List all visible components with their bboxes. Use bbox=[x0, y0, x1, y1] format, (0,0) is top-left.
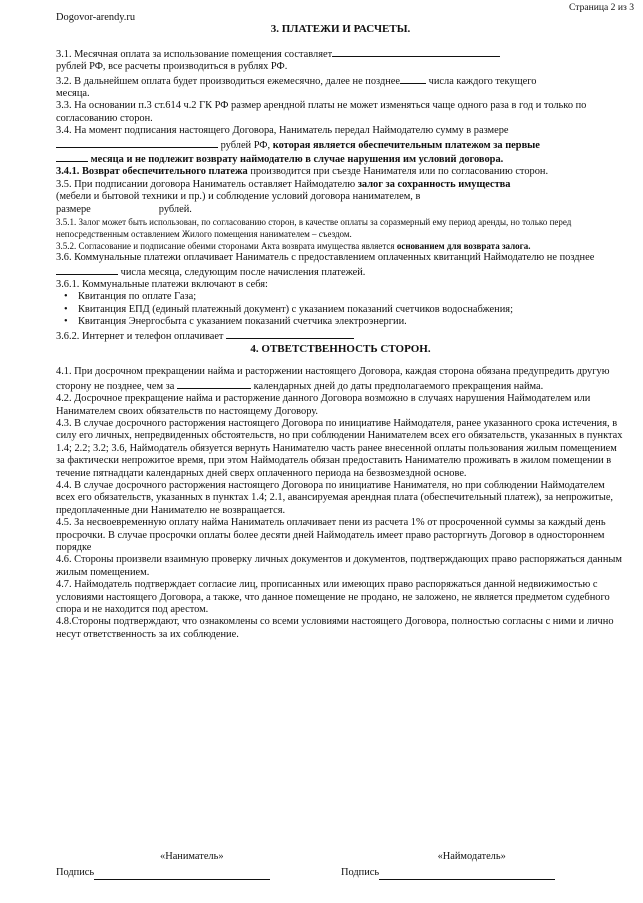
landlord-label: «Наймодатель» bbox=[437, 851, 506, 862]
clause-3-4: 3.4. На момент подписания настоящего Договора, Наниматель передал Наймодателю сумму в размере рублей РФ, которая является обеспечительным платежом за первые месяца и не подлежит возврату наймодателю в случае нарушения им условий договора. bbox=[56, 125, 540, 166]
clause-4-5: 4.5. За несвоевременную оплату найма Наниматель оплачивает пени из расчета 1% от просроченной суммы за каждый день просрочки. В случае просрочки оплаты более десяти дней Наймодатель имеет право расторгнуть Договор в одностороннем порядке bbox=[56, 517, 606, 554]
clause-4-1: 4.1. При досрочном прекращении найма и расторжении настоящего Договора, каждая сторона обязана предупредить другую сторону не позднее, чем за календарных дней до даты предполагаемого прекращения найма. bbox=[56, 366, 610, 392]
landlord-signature-line[interactable] bbox=[379, 869, 555, 880]
clause-3-6: 3.6. Коммунальные платежи оплачивает Наниматель с предоставлением оплаченных квитанций Наймодателю не позднее числа месяца, следующим после начисления платежей. bbox=[56, 252, 595, 278]
list-item: • Квитанция по оплате Газа; bbox=[78, 291, 625, 303]
tenant-sign-label: Подпись bbox=[56, 867, 95, 879]
blank-field bbox=[56, 138, 218, 148]
blank-field bbox=[400, 74, 426, 84]
clause-4-4: 4.4. В случае досрочного расторжения настоящего Договора по инициативе Нанимателя, но при соблюдении Наймодателем всех его обязательств, указанных в пунктах 1.4; 2.1, авансируемая арендная плата (обеспечительный платеж), за непрожитые, предоплаченные дни Нанимателю не возвращается. bbox=[56, 480, 614, 516]
list-item: • Квитанция Энергосбыта с указанием показаний счетчика электроэнергии. bbox=[78, 316, 625, 328]
landlord-sign-label: Подпись bbox=[341, 867, 380, 879]
clause-3-6-1: 3.6.1. Коммунальные платежи включают в себя: bbox=[56, 278, 268, 290]
clause-3-5-1: 3.5.1. Залог может быть использован, по согласованию сторон, в качестве оплаты за соразмерный ему период аренды, но только перед непосредственным оставлением Жилого помещения нанимателем – съездом. bbox=[56, 217, 572, 240]
list-item: • Квитанция ЕПД (единый платежный документ) с указанием показаний счетчиков водоснабжения; bbox=[78, 304, 625, 316]
clause-3-6-2: 3.6.2. Интернет и телефон оплачивает bbox=[56, 329, 625, 343]
section-4-title: 4. ОТВЕТСТВЕННОСТЬ СТОРОН. bbox=[250, 342, 431, 355]
tenant-signature-line[interactable] bbox=[94, 869, 270, 880]
section-3-title: 3. ПЛАТЕЖИ И РАСЧЕТЫ. bbox=[270, 23, 411, 36]
clause-4-6: 4.6. Стороны произвели взаимную проверку личных документов и документов, подтверждающих право распоряжаться данным жилым помещением. bbox=[56, 554, 622, 578]
clause-4-7: 4.7. Наймодатель подтверждает согласие лиц, прописанных или имеющих право распоряжаться данной недвижимостью с условиями настоящего Договора, а также, что данное помещение не продано, не заложено, не является предметом судебного спора и не находится под арестом. bbox=[56, 579, 610, 616]
signatures-block bbox=[56, 851, 625, 880]
clause-3-4-1: 3.4.1. Возврат обеспечительного платежа производится при съезде Нанимателя или по согласованию сторон. bbox=[56, 166, 549, 178]
blank-field bbox=[56, 152, 88, 162]
blank-field bbox=[56, 265, 118, 275]
clause-3-5: 3.5. При подписании договора Наниматель оставляет Наймодателю залог за сохранность имущества (мебели и бытовой техники и пр.) и соблюдение условий договора нанимателем, в размере рублей. bbox=[56, 178, 511, 215]
clause-3-3: 3.3. На основании п.3 ст.614 ч.2 ГК РФ размер арендной платы не может изменяться чаще одного раза в год и только по согласованию сторон. bbox=[56, 100, 587, 124]
clause-4-3: 4.3. В случае досрочного расторжения настоящего Договора по инициативе Наймодателя, ранее указанного срока истечения, в силу его личных, непредвиденных обстоятельств, но при соблюдении Нанимателем всех его обязательств, указанных в пунктах 1.4; 2.2; 3.2; 3.6, Наймодатель обязуется вернуть Нанимателю часть ранее внесенной оплаты пользования жилым помещением за фактически непрожитое время, при этом Наймодатель обязан предоставить Нанимателю проживать в жилом помещении в течение пятнадцати календарных дней сверх оплаченного периода на безвозмездной основе. bbox=[56, 417, 623, 479]
clause-3-2: 3.2. В дальнейшем оплата будет производиться ежемесячно, далее не позднее числа каждого текущего месяца. bbox=[56, 75, 537, 100]
blank-field bbox=[226, 329, 354, 339]
blank-field bbox=[177, 379, 251, 389]
clause-4-2: 4.2. Досрочное прекращение найма и расторжение данного Договора возможно в случаях нарушения Наймодателем или Нанимателем своих обязательств по настоящему Договору. bbox=[56, 393, 591, 417]
tenant-label: «Наниматель» bbox=[160, 851, 224, 862]
utility-bills-list bbox=[56, 291, 625, 328]
page-number: Страница 2 из 3 bbox=[568, 2, 634, 13]
clause-4-8: 4.8.Стороны подтверждают, что ознакомлены со всеми условиями настоящего Договора, полностью согласны с ними и лично несут ответственность за их соблюдение. bbox=[56, 616, 614, 640]
site-name: Dogovor-arendy.ru bbox=[56, 12, 136, 23]
clause-3-5-2: 3.5.2. Согласование и подписание обеими сторонами Акта возврата имущества является основанием для возврата залога. bbox=[56, 241, 531, 252]
blank-field bbox=[332, 47, 500, 57]
clause-3-1: 3.1. Месячная оплата за использование помещения составляет рублей РФ, все расчеты производиться в рублях РФ. bbox=[56, 47, 625, 74]
